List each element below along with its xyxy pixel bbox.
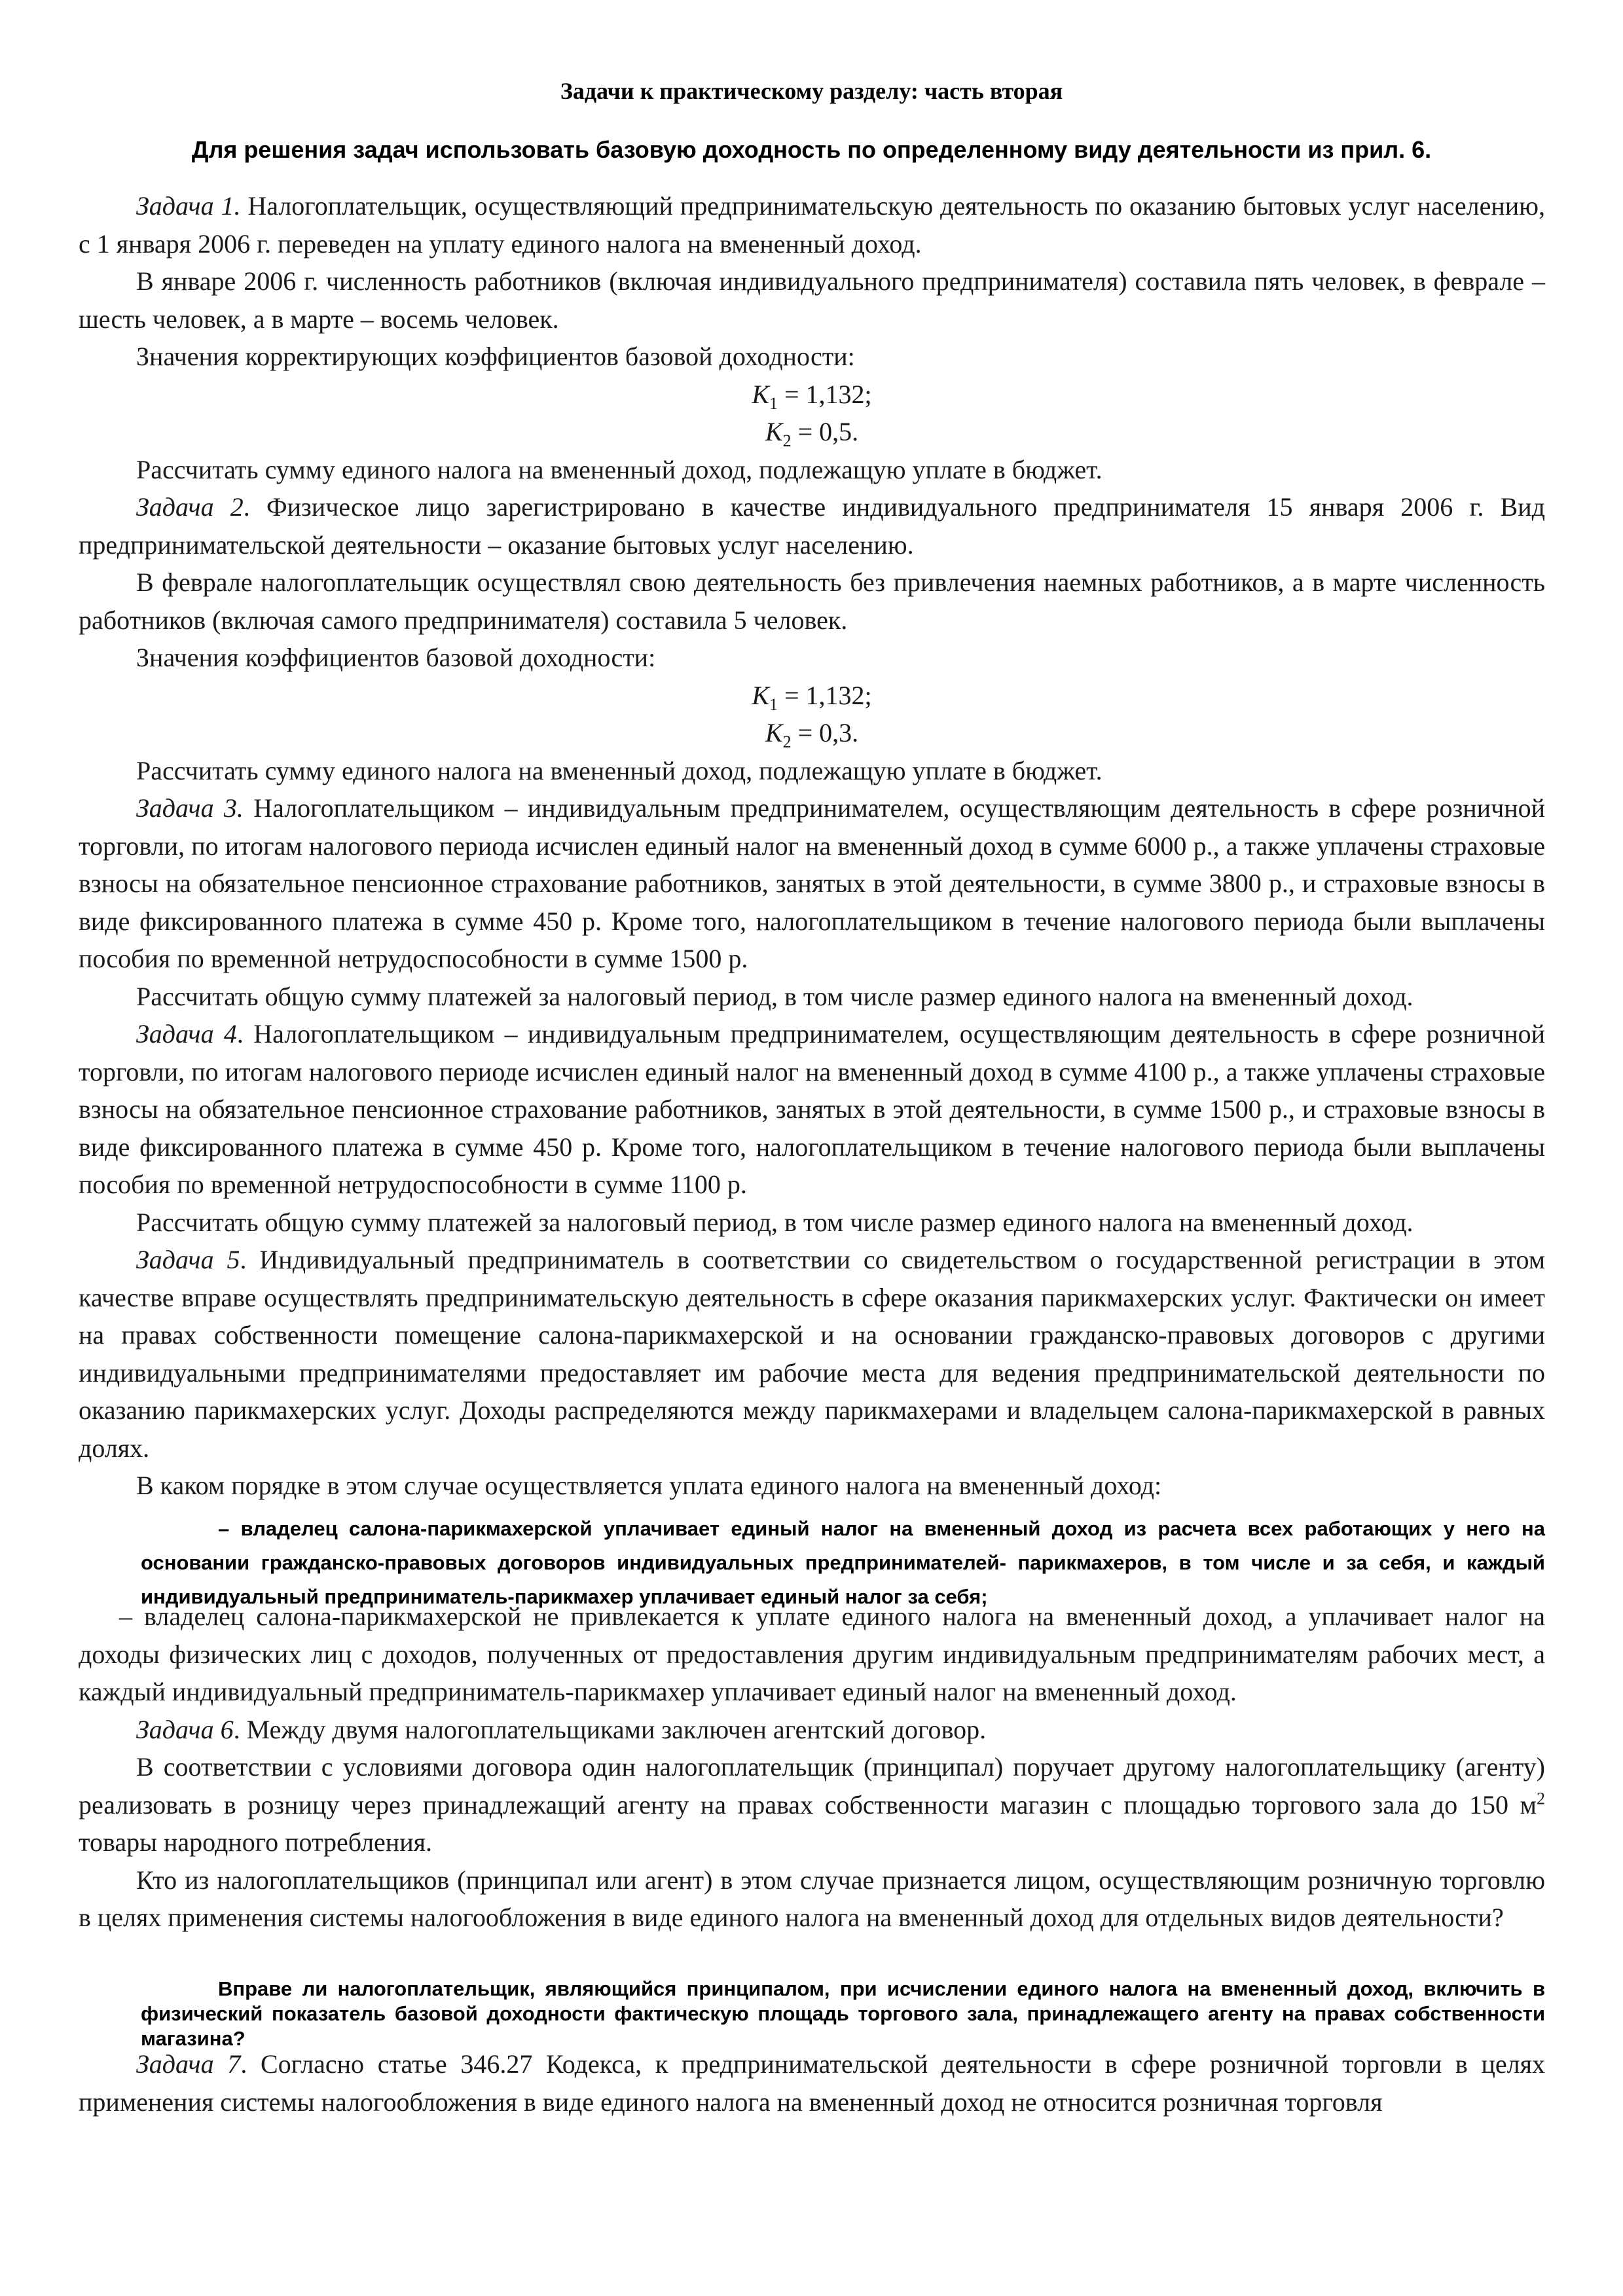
task7-paragraph: Задача 7. Согласно статье 346.27 Кодекса, к предпринимательской деятельности в сфере розничной торговли в целях применения системы налогообложения в виде единого налога на вмененный доход не относится розничная торговля (79, 2049, 1546, 2117)
task1-staff-paragraph: В январе 2006 г. численность работников (включая индивидуального предпринимателя) составила пять человек, в феврале – шесть человек, а в марте – восемь человек. (79, 266, 1545, 334)
task2-paragraph: Задача 2. Физическое лицо зарегистрировано в качестве индивидуального предпринимателя 15 января 2006 г. Вид предпринимательской деятельности – оказание бытовых услуг населению. (79, 492, 1545, 560)
task4-question: Рассчитать общую сумму платежей за налоговый период, в том числе размер единого налога на вмененный доход. (136, 1207, 1413, 1237)
task7-label: Задача 7 (136, 2049, 241, 2079)
task1-label: Задача 1. (136, 191, 241, 221)
task2-staff-paragraph: В феврале налогоплательщик осуществлял свою деятельность без привлечения наемных работников, а в марте численность работников (включая самого предпринимателя) составила 5 человек. (79, 567, 1545, 635)
task2-coef-intro: Значения коэффициентов базовой доходности: (136, 643, 656, 672)
task1-question: Рассчитать сумму единого налога на вмененный доход, подлежащую уплате в бюджет. (136, 454, 1103, 484)
task1-coef-intro: Значения корректирующих коэффициентов базовой доходности: (136, 342, 855, 371)
task1-formula-k1: $K_1 = 1,132$; (752, 379, 872, 413)
task2-formula-k1: $K_1 = 1,132$; (752, 680, 872, 714)
document-body-continued (79, 1598, 1545, 1937)
task5-question: В каком порядке в этом случае осуществляется уплата единого налога на вмененный доход: (136, 1471, 1162, 1500)
task5-option-2: – владелец салона-парикмахерской не привлекается к уплате единого налога на вмененный доход, а уплачивает налог на доходы физических лиц с доходов, полученных от предоставления другим индивидуальным предпринимателям рабочих мест, а каждый индивидуальный предприниматель-парикмахер уплачивает единый налог на вмененный доход. (79, 1602, 1545, 1706)
task3-paragraph: Задача 3. Налогоплательщиком – индивидуальным предпринимателем, осуществляющим деятельность в сфере розничной торговли, по итогам налогового периода исчислен единый налог на вмененный доход в сумме 6000 р., а также уплачены страховые взносы на обязательное пенсионное страхование работников, занятых в этой деятельности, в сумме 3800 р., и страховые взносы в виде фиксированного платежа в сумме 450 р. Кроме того, налогоплательщиком в течение налогового периода были выплачены пособия по временной нетрудоспособности в сумме 1500 р. (79, 793, 1546, 973)
page-title: Задачи к практическому разделу: часть вторая (560, 78, 1063, 104)
task5-label: Задача 5 (136, 1245, 240, 1274)
task3-label: Задача 3. (136, 793, 244, 823)
task1-formula-k2: $K_2 = 0,5$. (765, 417, 859, 450)
task3-question: Рассчитать общую сумму платежей за налоговый период, в том числе размер единого налога на вмененный доход. (136, 981, 1413, 1011)
task1-paragraph: Задача 1. Налогоплательщик, осуществляющий предпринимательскую деятельность по оказанию бытовых услуг населению, с 1 января 2006 г. переведен на уплату единого налога на вмененный доход. (79, 191, 1546, 259)
document-body-tail (79, 2045, 1545, 2121)
task6-paragraph: Задача 6. Между двумя налогоплательщиками заключен агентский договор. (136, 1714, 987, 1744)
task4-paragraph: Задача 4. Налогоплательщиком – индивидуальным предпринимателем, осуществляющим деятельность в сфере розничной торговли, по итогам налогового периоде исчислен единый налог на вмененный доход в сумме 4100 р., а также уплачены страховые взносы на обязательное пенсионное страхование работников, занятых в этой деятельности, в сумме 1500 р., и страховые взносы в виде фиксированного платежа в сумме 450 р. Кроме того, налогоплательщиком в течение налогового периода были выплачены пособия по временной нетрудоспособности в сумме 1100 р. (79, 1019, 1546, 1199)
task2-question: Рассчитать сумму единого налога на вмененный доход, подлежащую уплате в бюджет. (136, 755, 1103, 785)
task5-paragraph: Задача 5. Индивидуальный предприниматель в соответствии со свидетельством о государственной регистрации в этом качестве вправе осуществлять предпринимательскую деятельность в сфере оказания парикмахерских услуг. Фактически он имеет на правах собственности помещение салона-парикмахерской и на основании гражданско-правовых договоров с другими индивидуальными предпринимателями предоставляет им рабочие места для ведения предпринимательской деятельности по оказанию парикмахерских услуг. Доходы распределяются между парикмахерами и владельцем салона-парикмахерской в равных долях. (79, 1245, 1546, 1463)
task6-contract-paragraph: В соответствии с условиями договора один налогоплательщик (принципал) поручает другому налогоплательщику (агенту) реализовать в розницу через принадлежащий агенту на правах собственности магазин с площадью торгового зала до 150 $м^2$ товары народного потребления. (79, 1752, 1545, 1857)
document-body (79, 187, 1545, 1505)
task4-label: Задача 4 (136, 1019, 237, 1049)
task2-label: Задача 2 (136, 492, 244, 522)
task6-question-2: Вправе ли налогоплательщик, являющийся принципалом, при исчислении единого налога на вмененный доход, включить в физический показатель базовой доходности фактическую площадь торгового зала, принадлежащего агенту на правах собственности магазина? (141, 1977, 1545, 2050)
page-subtitle: Для решения задач использовать базовую доходность по определенному виду деятельности из прил. 6. (191, 136, 1432, 163)
task6-question-1: Кто из налогоплательщиков (принципал или агент) в этом случае признается лицом, осуществляющим розничную торговлю в целях применения системы налогообложения в виде единого налога на вмененный доход для отдельных видов деятельности? (79, 1865, 1545, 1932)
task6-label: Задача 6 (136, 1714, 234, 1744)
task2-formula-k2: $K_2 = 0,3$. (765, 718, 859, 751)
task5-option-1: – владелец салона-парикмахерской уплачивает единый налог на вмененный доход из расчета всех работающих у него на основании гражданско-правовых договоров индивидуальных предпринимателей- парикмахеров, в том числе и за себя, и каждый индивидуальный предприниматель-парикмахер уплачивает единый налог за себя; (141, 1517, 1545, 1608)
